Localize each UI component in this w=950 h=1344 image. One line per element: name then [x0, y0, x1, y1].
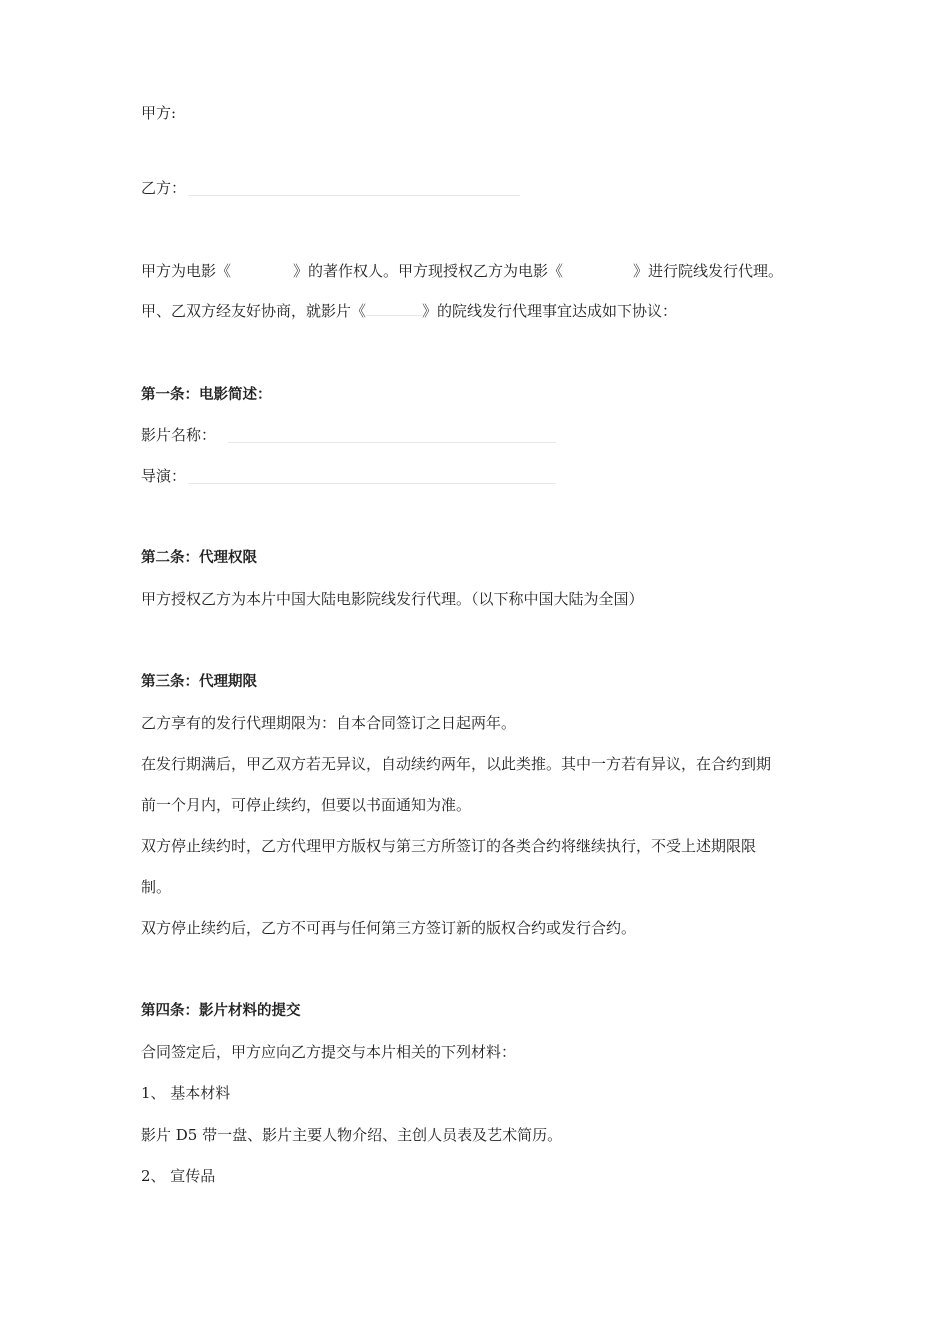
article-3-paragraph-4: 双方停止续约后，乙方不可再与任何第三方签订新的版权合约或发行合约。: [141, 919, 637, 937]
article-3-paragraph-3-line-2: 制。: [141, 878, 172, 896]
article-2-paragraph: 甲方授权乙方为本片中国大陆电影院线发行代理。（以下称中国大陆为全国）: [141, 590, 644, 608]
intro-line-1: [141, 261, 783, 281]
article-3-paragraph-2-line-1: 在发行期满后，甲乙双方若无异议，自动续约两年，以此类推。其中一方若有异议，在合约到期: [141, 755, 772, 773]
article-3-paragraph-3-line-1: 双方停止续约时，乙方代理甲方版权与第三方所签订的各类合约将继续执行，不受上述期限限: [141, 837, 757, 855]
article-3-title: 第三条：代理期限: [141, 674, 257, 690]
article-4-paragraph-1: 合同签定后，甲方应向乙方提交与本片相关的下列材料：: [141, 1043, 517, 1061]
article-2-title: 第二条：代理权限: [141, 550, 257, 566]
party-b-blank: [188, 195, 520, 196]
article-3-paragraph-2-line-2: 前一个月内，可停止续约，但要以书面通知为准。: [141, 796, 472, 814]
party-a-label: 甲方:: [141, 104, 177, 122]
article-3-paragraph-1: 乙方享有的发行代理期限为：自本合同签订之日起两年。: [141, 714, 517, 732]
film-name-label: 影片名称：: [141, 426, 217, 444]
director-blank: [188, 483, 556, 484]
article-4-item-2: 2、 宣传品: [141, 1167, 216, 1185]
intro-line-2: [141, 301, 677, 321]
intro-line1-part-c: 》进行院线发行代理。: [633, 262, 784, 280]
article-4-item-1-description: 影片 D5 带一盘、影片主要人物介绍、主创人员表及艺术简历。: [141, 1126, 563, 1144]
article-4-title: 第四条：影片材料的提交: [141, 1003, 301, 1019]
party-b-label: 乙方：: [141, 179, 187, 197]
intro-line2-part-b: 》的院线发行代理事宜达成如下协议：: [422, 302, 678, 320]
intro-line1-part-a: 甲方为电影《: [141, 262, 232, 280]
article-1-title: 第一条：电影简述：: [141, 387, 272, 403]
director-label: 导演：: [141, 467, 187, 485]
intro-line2-part-a: 甲、乙双方经友好协商，就影片《: [141, 302, 367, 320]
article-4-item-1: 1、 基本材料: [141, 1084, 231, 1102]
intro-line1-part-b: 》的著作权人。甲方现授权乙方为电影《: [293, 262, 564, 280]
film-name-blank: [228, 442, 556, 443]
